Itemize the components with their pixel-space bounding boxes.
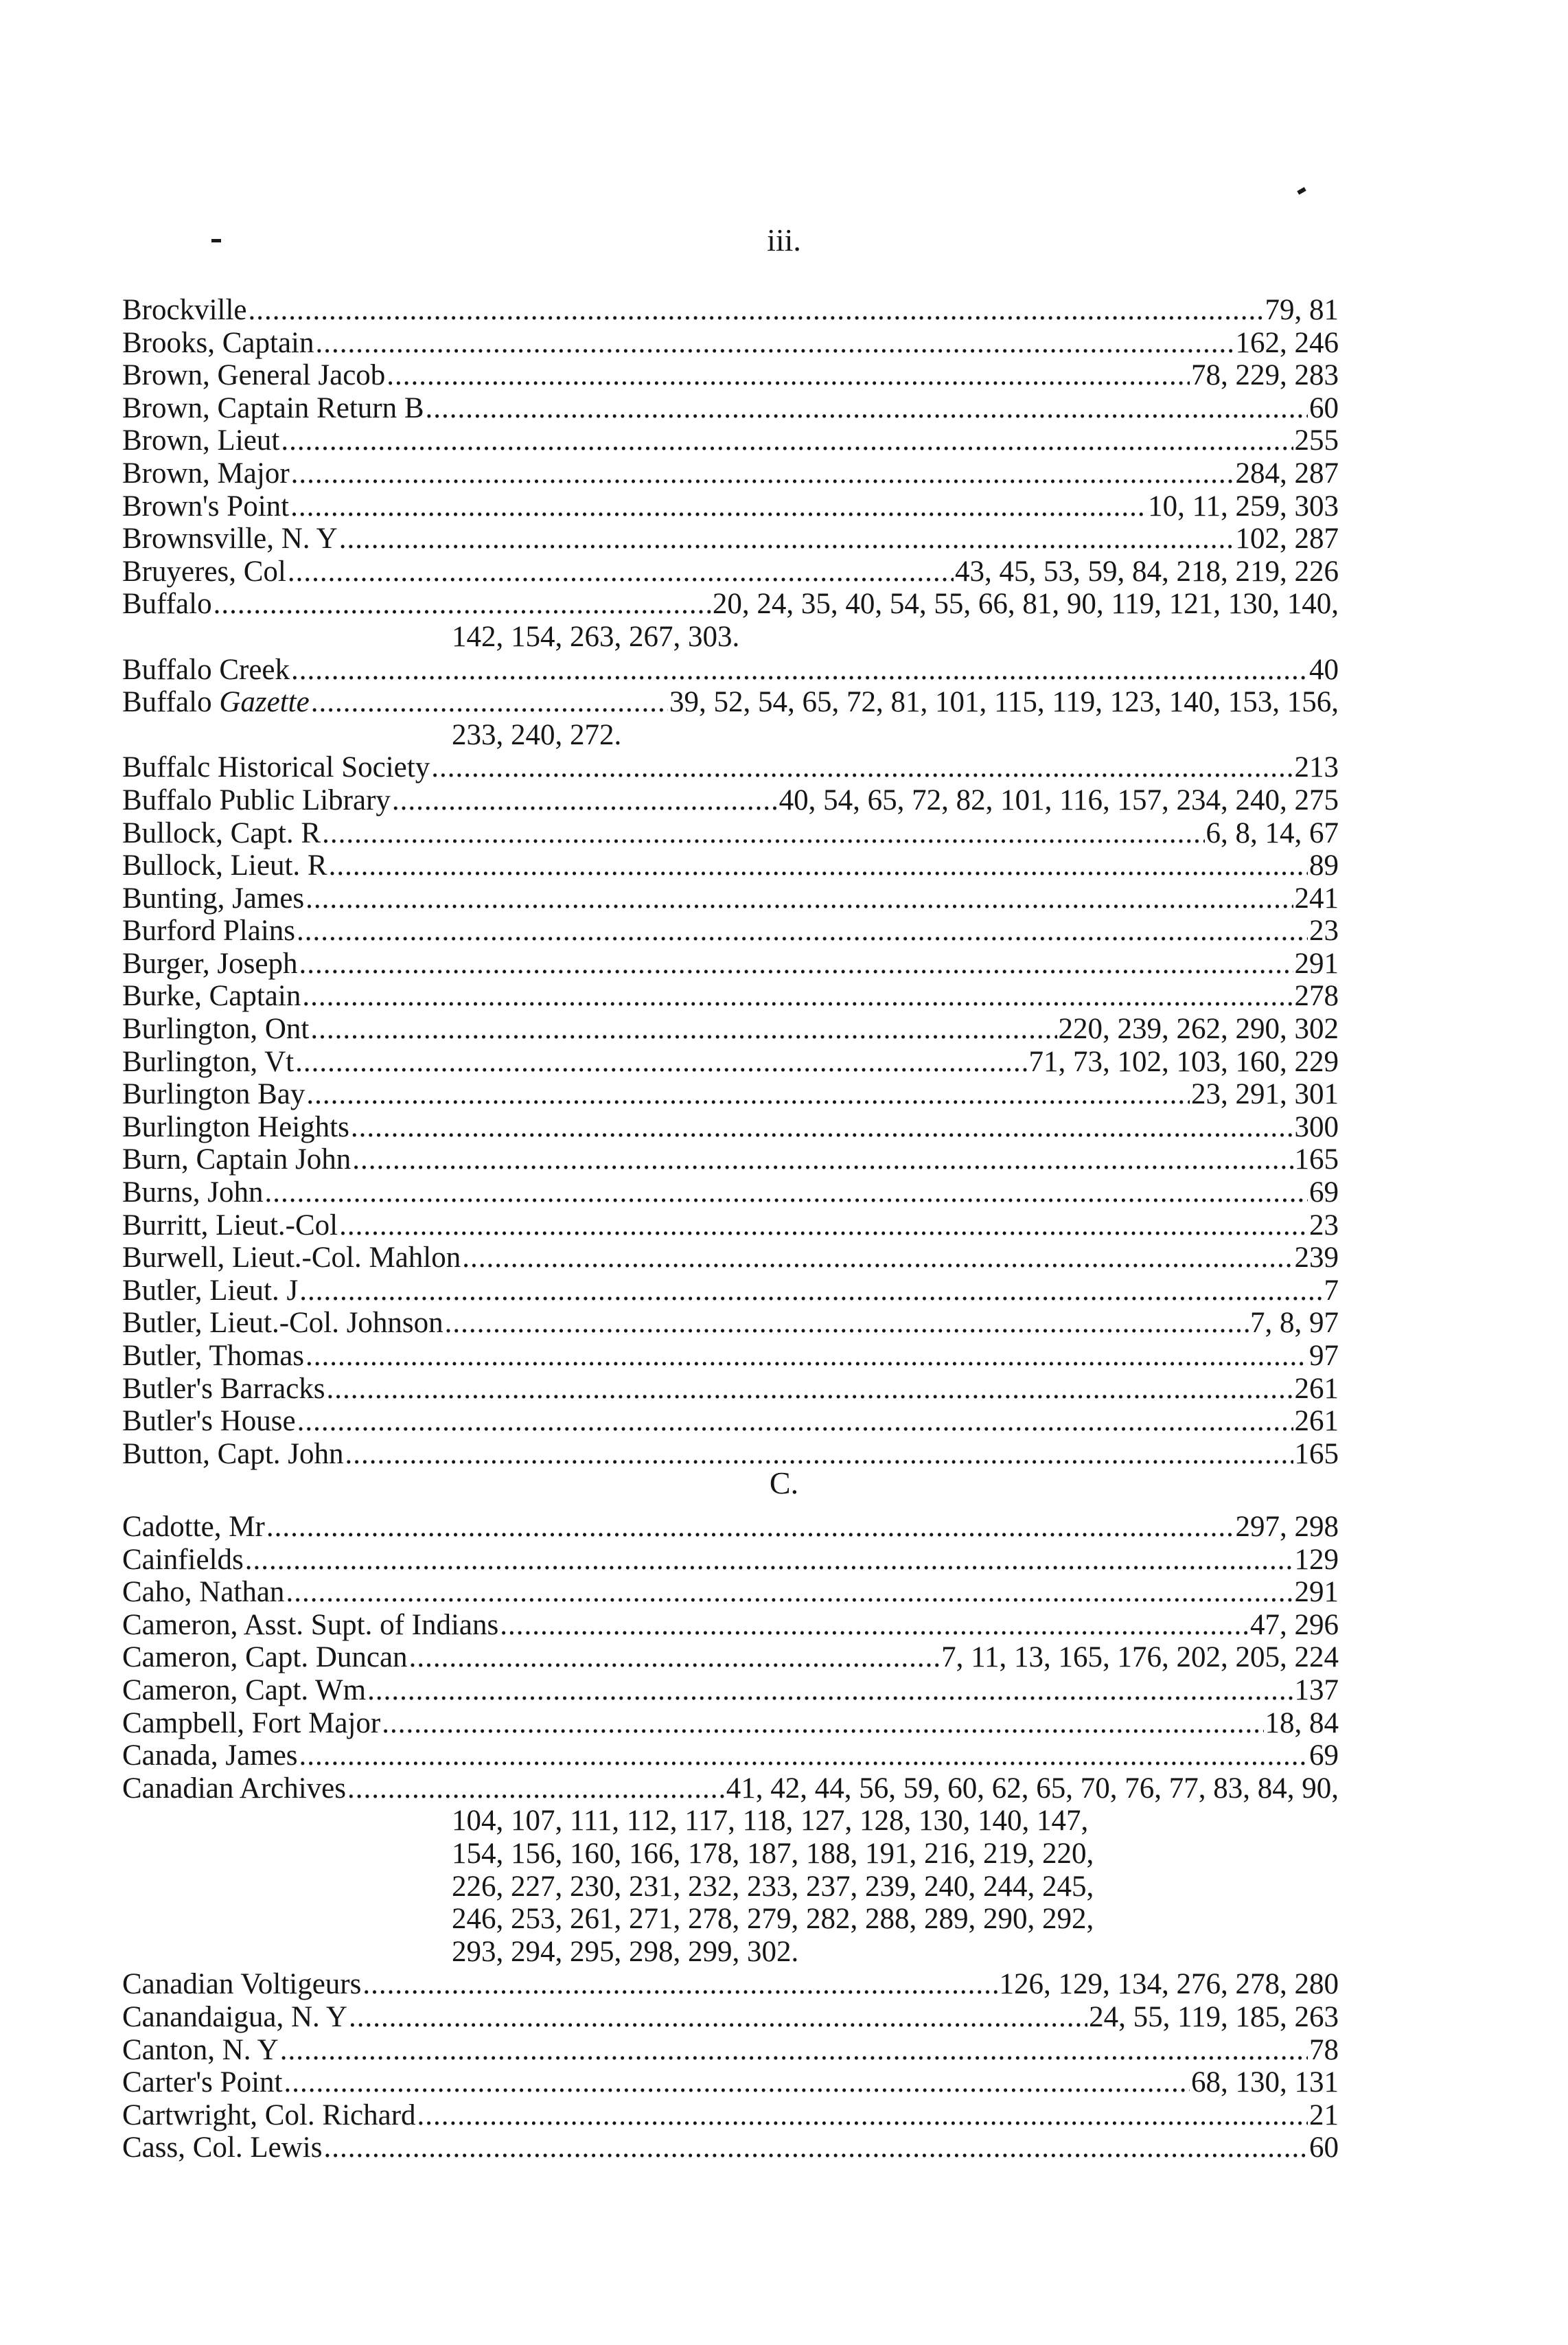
index-entry [122, 556, 1339, 588]
entry-pages: 7, 8, 97 [1250, 1307, 1339, 1340]
entry-pages: 40 [1309, 653, 1339, 686]
entry-pages: 261 [1294, 1405, 1339, 1438]
dot-leader [323, 2131, 1308, 2164]
entry-name: Canandaigua, N. Y [122, 2000, 347, 2033]
entry-pages: 43, 45, 53, 59, 84, 218, 219, 226 [955, 555, 1339, 588]
entry-pages: 97 [1309, 1340, 1339, 1372]
index-entry [122, 327, 1339, 360]
entry-name: Cartwright, Col. Richard [122, 2098, 416, 2131]
index-entry [122, 817, 1339, 850]
entry-name: Burger, Joseph [122, 947, 298, 980]
dot-leader [214, 588, 711, 621]
index-entry [122, 654, 1339, 687]
dot-leader [339, 523, 1234, 556]
entry-pages: 10, 11, 259, 303 [1148, 490, 1339, 523]
dot-leader [315, 327, 1234, 360]
index-entry [122, 294, 1339, 327]
entry-name: Brown, Major [122, 457, 290, 490]
entry-pages: 18, 84 [1265, 1706, 1339, 1739]
dot-leader [362, 1968, 998, 2001]
dot-leader [245, 1544, 1293, 1577]
entry-pages: 239 [1294, 1242, 1339, 1274]
index-entry [122, 359, 1339, 392]
entry-pages: 47, 296 [1250, 1608, 1339, 1641]
dot-leader [500, 1609, 1249, 1642]
entry-name: Carter's Point [122, 2066, 283, 2099]
index-entry [122, 784, 1339, 817]
entry-name: Burlington Heights [122, 1110, 349, 1143]
dot-leader [249, 294, 1264, 327]
dot-leader [291, 457, 1234, 490]
entry-name: Campbell, Fort Major [122, 1706, 381, 1739]
dot-leader [305, 1340, 1308, 1373]
dot-leader [299, 1739, 1308, 1772]
dot-leader [281, 424, 1293, 457]
entry-name: Caho, Nathan [122, 1576, 285, 1609]
entry-name: Bullock, Capt. R [122, 816, 321, 849]
entry-pages: 71, 73, 102, 103, 160, 229 [1028, 1045, 1339, 1078]
index-entry [122, 1307, 1339, 1340]
index-entry [122, 1968, 1339, 2001]
entry-pages-continued: 226, 227, 230, 231, 232, 233, 237, 239, 240, 244, 245, [452, 1870, 1094, 1903]
dot-leader [409, 1641, 941, 1674]
entry-name: Burlington Bay [122, 1078, 305, 1111]
entry-pages: 79, 81 [1265, 294, 1339, 326]
index-entry [122, 980, 1339, 1013]
dot-leader [352, 1143, 1293, 1176]
entry-name: Buffalo Creek [122, 653, 290, 686]
entry-name: Buffalo Gazette [122, 686, 310, 719]
dot-leader [462, 1242, 1293, 1274]
entry-name: Butler's Barracks [122, 1372, 325, 1405]
index-entry [122, 751, 1339, 784]
index-entry [122, 2131, 1339, 2164]
entry-name: Burke, Captain [122, 980, 301, 1013]
entry-name: Brooks, Captain [122, 326, 314, 359]
dot-leader [295, 1046, 1027, 1079]
section-letter-c: C. [769, 1465, 799, 1500]
entry-pages: 129 [1294, 1543, 1339, 1576]
entry-name: Buffalo [122, 588, 212, 621]
dot-leader [347, 1772, 725, 1805]
entry-pages: 297, 298 [1235, 1511, 1339, 1543]
entry-name: Brownsville, N. Y [122, 523, 338, 556]
entry-pages: 89 [1309, 849, 1339, 882]
dot-leader [297, 915, 1308, 948]
entry-name: Burford Plains [122, 915, 296, 948]
index-entry [122, 1511, 1339, 1544]
dot-leader [327, 1373, 1293, 1406]
print-mark [1297, 187, 1306, 194]
entry-pages: 69 [1309, 1739, 1339, 1772]
dot-leader [288, 556, 954, 588]
index-entry [122, 1772, 1339, 1805]
entry-pages: 23 [1309, 1209, 1339, 1242]
entry-name: Brown, Captain Return B [122, 391, 424, 424]
entry-pages: 300 [1294, 1110, 1339, 1143]
dot-leader [306, 1078, 1190, 1111]
dot-leader [329, 849, 1308, 882]
entry-pages: 284, 287 [1235, 457, 1339, 490]
index-entry [122, 523, 1339, 556]
entry-name: Brown's Point [122, 490, 290, 523]
index-entry [122, 1340, 1339, 1373]
index-entry [122, 2099, 1339, 2132]
entry-pages: 60 [1309, 391, 1339, 424]
index-section-c [122, 1511, 1339, 2164]
entry-pages-continued: 233, 240, 272. [452, 718, 622, 751]
entry-name: Canton, N. Y [122, 2033, 279, 2066]
entry-name: Brown, General Jacob [122, 359, 386, 392]
entry-pages-continued: 154, 156, 160, 166, 178, 187, 188, 191, 216, 219, 220, [452, 1837, 1094, 1870]
entry-pages: 261 [1294, 1372, 1339, 1405]
entry-pages: 291 [1294, 947, 1339, 980]
entry-name: Button, Capt. John [122, 1437, 344, 1470]
entry-pages: 41, 42, 44, 56, 59, 60, 62, 65, 70, 76, 77, 83, 84, 90, [726, 1772, 1339, 1805]
index-entry [122, 490, 1339, 523]
entry-pages: 60 [1309, 2131, 1339, 2164]
dot-leader [387, 359, 1190, 392]
dot-leader [351, 1111, 1293, 1144]
index-entry [122, 2034, 1339, 2067]
entry-name: Canadian Archives [122, 1772, 346, 1805]
entry-pages: 220, 239, 262, 290, 302 [1058, 1013, 1339, 1046]
dot-leader [310, 1013, 1057, 1046]
entry-pages: 291 [1294, 1576, 1339, 1609]
index-entry [122, 1242, 1339, 1274]
index-entry [122, 686, 1339, 719]
entry-pages: 255 [1294, 424, 1339, 457]
dot-leader [302, 980, 1293, 1013]
index-entry [122, 1609, 1339, 1642]
dot-leader [299, 1274, 1322, 1307]
index-entry [122, 1674, 1339, 1707]
index-entry [122, 1046, 1339, 1079]
dot-leader [392, 784, 778, 817]
dot-leader [305, 882, 1293, 915]
dot-leader [417, 2099, 1308, 2132]
entry-pages-continued: 142, 154, 263, 267, 303. [452, 620, 740, 653]
entry-name: Butler, Lieut.-Col. Johnson [122, 1307, 443, 1340]
entry-pages: 23 [1309, 915, 1339, 948]
entry-pages: 165 [1294, 1437, 1339, 1470]
entry-pages: 162, 246 [1235, 326, 1339, 359]
index-entry [122, 1373, 1339, 1406]
dot-leader [367, 1674, 1293, 1707]
entry-name: Burlington, Ont [122, 1013, 310, 1046]
index-entry [122, 1274, 1339, 1307]
entry-name: Canada, James [122, 1739, 298, 1772]
index-entry [122, 1013, 1339, 1046]
entry-pages: 165 [1294, 1143, 1339, 1176]
index-entry [122, 915, 1339, 948]
entry-pages: 78 [1309, 2033, 1339, 2066]
index-section-b [122, 294, 1339, 1470]
entry-name: Cadotte, Mr [122, 1511, 265, 1543]
dot-leader [426, 392, 1308, 425]
entry-pages-continued: 104, 107, 111, 112, 117, 118, 127, 128, 130, 140, 147, [452, 1805, 1089, 1838]
dot-leader [382, 1707, 1263, 1740]
entry-name: Cameron, Asst. Supt. of Indians [122, 1608, 499, 1641]
index-entry [122, 457, 1339, 490]
dot-leader [291, 654, 1308, 687]
index-entry [122, 588, 1339, 621]
index-entry [122, 392, 1339, 425]
entry-pages: 68, 130, 131 [1191, 2066, 1339, 2099]
entry-pages: 241 [1294, 882, 1339, 915]
dot-leader [339, 1209, 1308, 1242]
entry-name: Buffalo Public Library [122, 783, 391, 816]
entry-name: Brown, Lieut [122, 424, 280, 457]
index-entry [122, 948, 1339, 981]
entry-pages: 20, 24, 35, 40, 54, 55, 66, 81, 90, 119, 121, 130, 140, [712, 588, 1339, 621]
entry-name: Brockville [122, 294, 247, 326]
entry-name: Burwell, Lieut.-Col. Mahlon [122, 1242, 461, 1274]
dot-leader [349, 2001, 1087, 2034]
entry-pages: 137 [1294, 1673, 1339, 1706]
entry-pages: 78, 229, 283 [1191, 359, 1339, 392]
entry-pages: 69 [1309, 1176, 1339, 1209]
entry-pages: 21 [1309, 2098, 1339, 2131]
entry-pages: 278 [1294, 980, 1339, 1013]
entry-name: Butler, Lieut. J [122, 1274, 299, 1307]
page-number: iii. [767, 222, 801, 258]
entry-name: Buffalc Historical Society [122, 751, 430, 784]
entry-pages-continued: 293, 294, 295, 298, 299, 302. [452, 1935, 799, 1968]
entry-pages: 6, 8, 14, 67 [1206, 816, 1339, 849]
dot-leader [264, 1176, 1308, 1209]
dot-leader [286, 1576, 1293, 1609]
entry-name: Cameron, Capt. Wm [122, 1673, 367, 1706]
dot-leader [280, 2034, 1308, 2067]
dot-leader [311, 686, 668, 719]
index-entry [122, 1641, 1339, 1674]
entry-name: Butler, Thomas [122, 1340, 305, 1372]
entry-pages: 39, 52, 54, 65, 72, 81, 101, 115, 119, 123, 140, 153, 156, [669, 686, 1339, 719]
index-entry [122, 2001, 1339, 2034]
entry-name: Cass, Col. Lewis [122, 2131, 323, 2164]
index-entry [122, 1209, 1339, 1242]
entry-pages: 7, 11, 13, 165, 176, 202, 205, 224 [941, 1641, 1339, 1674]
entry-pages-continued: 246, 253, 261, 271, 278, 279, 282, 288, 289, 290, 292, [452, 1903, 1094, 1936]
entry-name: Bullock, Lieut. R [122, 849, 327, 882]
index-entry [122, 1143, 1339, 1176]
index-entry [122, 1544, 1339, 1577]
index-entry [122, 1405, 1339, 1438]
dot-leader [284, 2066, 1190, 2099]
entry-name: Bunting, James [122, 882, 305, 915]
index-entry [122, 849, 1339, 882]
index-entry [122, 882, 1339, 915]
entry-name: Cameron, Capt. Duncan [122, 1641, 408, 1674]
entry-pages: 40, 54, 65, 72, 82, 101, 116, 157, 234, 240, 275 [779, 783, 1339, 816]
entry-pages: 213 [1294, 751, 1339, 784]
dot-leader [299, 948, 1293, 981]
dot-leader [322, 817, 1204, 850]
entry-name: Burlington, Vt [122, 1045, 295, 1078]
index-entry [122, 1176, 1339, 1209]
entry-name: Burritt, Lieut.-Col [122, 1209, 338, 1242]
entry-name: Cainfields [122, 1543, 244, 1576]
entry-name: Butler's House [122, 1405, 296, 1438]
entry-pages: 126, 129, 134, 276, 278, 280 [999, 1968, 1339, 2001]
entry-name: Burn, Captain John [122, 1143, 351, 1176]
dot-leader [431, 751, 1293, 784]
entry-name: Canadian Voltigeurs [122, 1968, 362, 2001]
index-entry [122, 2066, 1339, 2099]
index-entry [122, 1111, 1339, 1144]
entry-pages: 23, 291, 301 [1191, 1078, 1339, 1111]
dot-leader [297, 1405, 1293, 1438]
entry-pages: 24, 55, 119, 185, 263 [1089, 2000, 1339, 2033]
dot-leader [290, 490, 1146, 523]
entry-name: Bruyeres, Col [122, 555, 286, 588]
dot-leader [266, 1511, 1234, 1544]
index-entry [122, 424, 1339, 457]
index-entry [122, 1739, 1339, 1772]
entry-pages: 102, 287 [1235, 523, 1339, 556]
entry-pages: 7 [1324, 1274, 1339, 1307]
index-entry [122, 1576, 1339, 1609]
index-entry [122, 1707, 1339, 1740]
index-entry [122, 1078, 1339, 1111]
entry-name: Burns, John [122, 1176, 264, 1209]
dot-leader [445, 1307, 1249, 1340]
